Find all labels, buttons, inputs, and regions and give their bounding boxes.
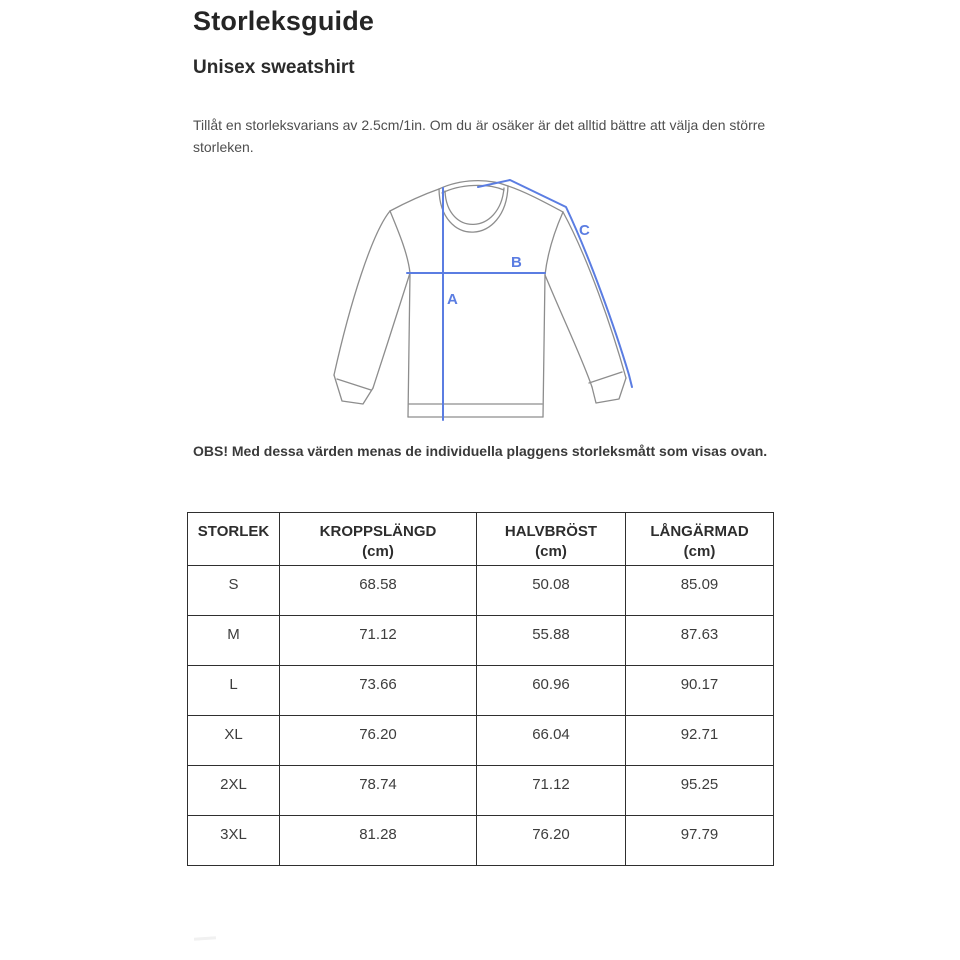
size-table-header-row (188, 513, 774, 566)
value-cell: 87.63 (626, 616, 774, 666)
value-cell: 76.20 (280, 716, 477, 766)
table-row (188, 616, 774, 666)
col-header-kroppslangd: KROPPSLÄNGD (cm) (280, 513, 477, 566)
value-cell: 81.28 (280, 816, 477, 866)
col-header-langarmad: LÅNGÄRMAD (cm) (626, 513, 774, 566)
value-cell: 71.12 (280, 616, 477, 666)
value-cell: 68.58 (280, 566, 477, 616)
product-subtitle: Unisex sweatshirt (193, 57, 355, 78)
measurement-lines (407, 180, 632, 420)
sweatshirt-outline (334, 181, 626, 417)
value-cell: 92.71 (626, 716, 774, 766)
size-variance-text: Tillåt en storleksvarians av 2.5cm/1in. Om du är osäker är det alltid bättre att välja den större storleken. (193, 117, 766, 156)
value-cell: 50.08 (477, 566, 626, 616)
size-cell: 2XL (188, 766, 280, 816)
sleeve-length-line (478, 180, 632, 387)
size-cell: S (188, 566, 280, 616)
table-row (188, 566, 774, 616)
size-table (187, 512, 774, 866)
size-cell: XL (188, 716, 280, 766)
label-a: A (447, 291, 458, 308)
page-title: Storleksguide (193, 6, 375, 36)
table-row (188, 816, 774, 866)
value-cell: 66.04 (477, 716, 626, 766)
value-cell: 90.17 (626, 666, 774, 716)
sweatshirt-illustration (330, 173, 642, 425)
size-cell: M (188, 616, 280, 666)
table-row (188, 766, 774, 816)
value-cell: 95.25 (626, 766, 774, 816)
faint-artifact (194, 936, 216, 941)
col-header-storlek: STORLEK (188, 513, 280, 566)
table-row (188, 666, 774, 716)
value-cell: 73.66 (280, 666, 477, 716)
size-cell: 3XL (188, 816, 280, 866)
table-row (188, 716, 774, 766)
label-b: B (511, 254, 522, 271)
obs-note: OBS! Med dessa värden menas de individuella plaggens storleksmått som visas ovan. (193, 443, 768, 459)
label-c: C (579, 222, 590, 239)
value-cell: 60.96 (477, 666, 626, 716)
sweatshirt-measurement-diagram (330, 173, 642, 425)
col-header-halvbrost: HALVBRÖST (cm) (477, 513, 626, 566)
value-cell: 85.09 (626, 566, 774, 616)
value-cell: 78.74 (280, 766, 477, 816)
value-cell: 97.79 (626, 816, 774, 866)
value-cell: 76.20 (477, 816, 626, 866)
size-cell: L (188, 666, 280, 716)
value-cell: 71.12 (477, 766, 626, 816)
value-cell: 55.88 (477, 616, 626, 666)
